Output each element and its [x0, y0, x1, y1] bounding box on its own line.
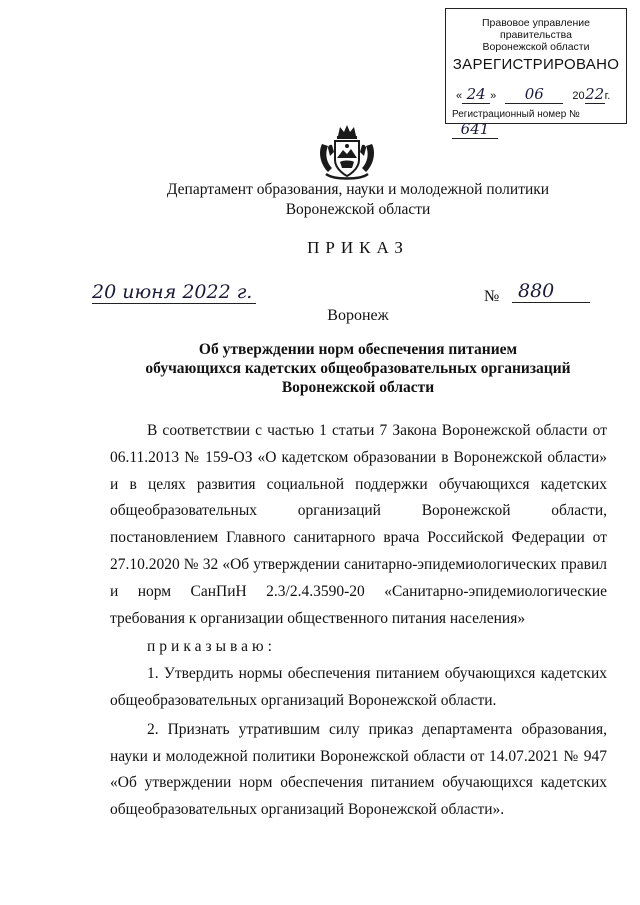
order-number-label: № [484, 288, 500, 305]
order-item-2: 2. Признать утратившим силу приказ департамента образования, науки и молодежной политики Воронежской области от 14.07.2021 № 947 «Об утверждении норм обеспечения питанием обучающихся кадетских общеобразовательных организаций Воронежской области». [110, 720, 607, 819]
stamp-date-year-suffix: 22 [585, 85, 605, 103]
stamp-registered: ЗАРЕГИСТРИРОВАНО [452, 56, 620, 73]
stamp-date-month: 06 [505, 85, 563, 104]
document-type: ПРИКАЗ [307, 238, 409, 257]
order-number: 880 [512, 280, 590, 303]
document-body [110, 418, 607, 824]
department-region: Воронежской области [285, 201, 431, 218]
preamble-paragraph: В соответствии с частью 1 статьи 7 Закона Воронежской области от 06.11.2013 № 159-ОЗ «О кадетском образовании в Воронежской области» и в целях развития социальной поддержки обучающихся кадетских общеобразовательных организаций Воронежской области, постановлением Главного санитарного врача Российской Федерации от 27.10.2020 № 32 «Об утверждении санитарно-эпидемиологических правил и норм СанПиН 2.3/2.4.3590-20 «Санитарно-эпидемиологические требования к организации общественного питания населения» [110, 422, 607, 627]
order-city: Воронеж [327, 307, 389, 324]
stamp-header [446, 17, 626, 53]
document-title [0, 340, 640, 397]
stamp-date-year-prefix: 20 [572, 90, 585, 102]
title-line-3: Воронежской области [281, 379, 435, 396]
title-line-2: обучающихся кадетских общеобразовательных организаций [145, 360, 571, 377]
registration-stamp [445, 8, 627, 138]
stamp-reg-number-label: Регистрационный номер № [452, 109, 580, 120]
department-name: Департамент образования, науки и молодежной политики [166, 181, 550, 198]
order-item-1: 1. Утвердить нормы обеспечения питанием обучающихся кадетских общеобразовательных организаций Воронежской области. [110, 665, 607, 709]
stamp-date-day: 24 [462, 85, 490, 104]
order-word: приказываю: [147, 638, 276, 656]
stamp-line-2: Воронежской области [482, 41, 590, 53]
stamp-date: « 24 » 06 2022г. [456, 85, 611, 103]
voronezh-coat-of-arms-icon [316, 122, 378, 184]
title-line-1: Об утверждении норм обеспечения питанием [198, 341, 518, 358]
stamp-reg-number-row [452, 109, 622, 139]
stamp-line-1: Правовое управление правительства [481, 17, 590, 41]
order-date: 20 июня 2022 г. [92, 281, 256, 304]
stamp-reg-number: 641 [452, 120, 498, 139]
